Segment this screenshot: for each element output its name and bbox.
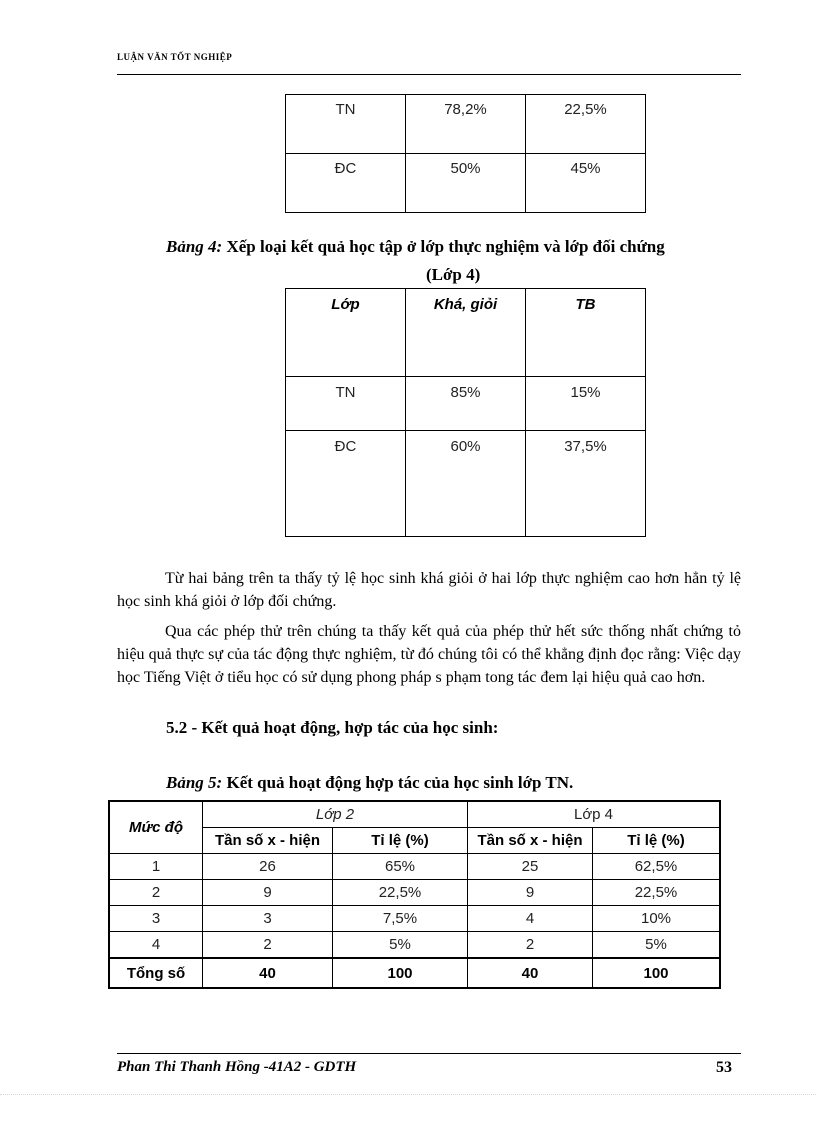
table-cell: 2	[468, 932, 593, 959]
table-cell: 3	[109, 906, 203, 932]
table-cell: 7,5%	[333, 906, 468, 932]
table-cell: 1	[109, 854, 203, 880]
table-cell: 45%	[526, 154, 646, 213]
subheader-cell: Tỉ lệ (%)	[333, 828, 468, 854]
table-cell: 10%	[593, 906, 721, 932]
table-cell: 26	[203, 854, 333, 880]
table-header-row	[286, 289, 646, 377]
table4-caption	[166, 237, 665, 257]
table-cell: 5%	[333, 932, 468, 959]
table-cell: ĐC	[286, 154, 406, 213]
table-row	[109, 906, 720, 932]
row-header-cell: Mức độ	[109, 801, 203, 854]
paragraph-1: Từ hai bảng trên ta thấy tỷ lệ học sinh khá giỏi ở hai lớp thực nghiệm cao hơn hẳn tỷ lệ học sinh khá giỏi ở lớp đối chứng.	[117, 570, 741, 610]
table-cell: 22,5%	[593, 880, 721, 906]
subheader-cell: Tần số x - hiện	[203, 828, 333, 854]
table-cell: 65%	[333, 854, 468, 880]
results-table-continued	[285, 94, 646, 213]
table-cell: 25	[468, 854, 593, 880]
table-cell: TN	[286, 95, 406, 154]
table-cell: TN	[286, 377, 406, 431]
group-header-cell: Lớp 2	[203, 801, 468, 828]
table5-caption-label: Bảng 5:	[166, 773, 223, 792]
table-row	[286, 431, 646, 537]
table-cell: 9	[203, 880, 333, 906]
table4-caption-label: Bảng 4:	[166, 237, 223, 256]
table-header-cell: TB	[526, 289, 646, 377]
page-number: 53	[716, 1059, 732, 1076]
table4-caption-text: Xếp loại kết quả học tập ở lớp thực nghiệm và lớp đối chứng	[222, 237, 665, 256]
table-cell: 4	[468, 906, 593, 932]
table-cell: 2	[109, 880, 203, 906]
table-row	[286, 154, 646, 213]
table-cell: 3	[203, 906, 333, 932]
table-row	[109, 932, 720, 959]
table-header-cell: Lớp	[286, 289, 406, 377]
table-cell: 4	[109, 932, 203, 959]
paragraph-2: Qua các phép thử trên chúng ta thấy kết quả của phép thử hết sức thống nhất chứng tỏ hiệu quả thực sự của tác động thực nghiệm, từ đó chúng tôi có thể khẳng định đọc rằng: Việc dạy học Tiếng Việt ở tiểu học có sử dụng phong pháp s phạm tong tác đem lại hiệu quả cao hơn.	[117, 623, 741, 686]
table-cell: 50%	[406, 154, 526, 213]
table-cell: 5%	[593, 932, 721, 959]
table-cell: 62,5%	[593, 854, 721, 880]
table-cell: 78,2%	[406, 95, 526, 154]
table-cell: ĐC	[286, 431, 406, 537]
table5-caption-text: Kết quả hoạt động hợp tác của học sinh lớp TN.	[222, 773, 574, 792]
table4-caption-sub: (Lớp 4)	[426, 265, 481, 284]
table-row	[109, 880, 720, 906]
table-cell: 40	[203, 958, 333, 988]
table-total-row	[109, 958, 720, 988]
header-title: LUẬN VĂN TỐT NGHIỆP	[117, 52, 233, 62]
footer-rule	[117, 1053, 741, 1054]
subheader-cell: Tỉ lệ (%)	[593, 828, 721, 854]
group-header-cell: Lớp 4	[468, 801, 721, 828]
table-row	[109, 854, 720, 880]
subheader-cell: Tần số x - hiện	[468, 828, 593, 854]
table-cell: 2	[203, 932, 333, 959]
table-row	[286, 95, 646, 154]
footer-author: Phan Thi Thanh Hồng -41A2 - GDTH	[117, 1059, 357, 1075]
table-cell: Tổng số	[109, 958, 203, 988]
table-row	[286, 377, 646, 431]
table-cell: 9	[468, 880, 593, 906]
table-cell: 22,5%	[333, 880, 468, 906]
table-cell: 15%	[526, 377, 646, 431]
table-header-row	[109, 801, 720, 828]
page-edge-divider	[0, 1094, 816, 1095]
table-cell: 60%	[406, 431, 526, 537]
table-cell: 22,5%	[526, 95, 646, 154]
section-heading: 5.2 - Kết quả hoạt động, hợp tác của học sinh:	[166, 718, 499, 737]
results-table-4	[285, 288, 646, 537]
table-cell: 100	[593, 958, 721, 988]
table-cell: 40	[468, 958, 593, 988]
table-cell: 85%	[406, 377, 526, 431]
cooperation-table	[108, 800, 721, 989]
header-rule	[117, 74, 741, 75]
table5-caption	[166, 773, 573, 793]
table-cell: 37,5%	[526, 431, 646, 537]
table-cell: 100	[333, 958, 468, 988]
table-header-cell: Khá, giỏi	[406, 289, 526, 377]
